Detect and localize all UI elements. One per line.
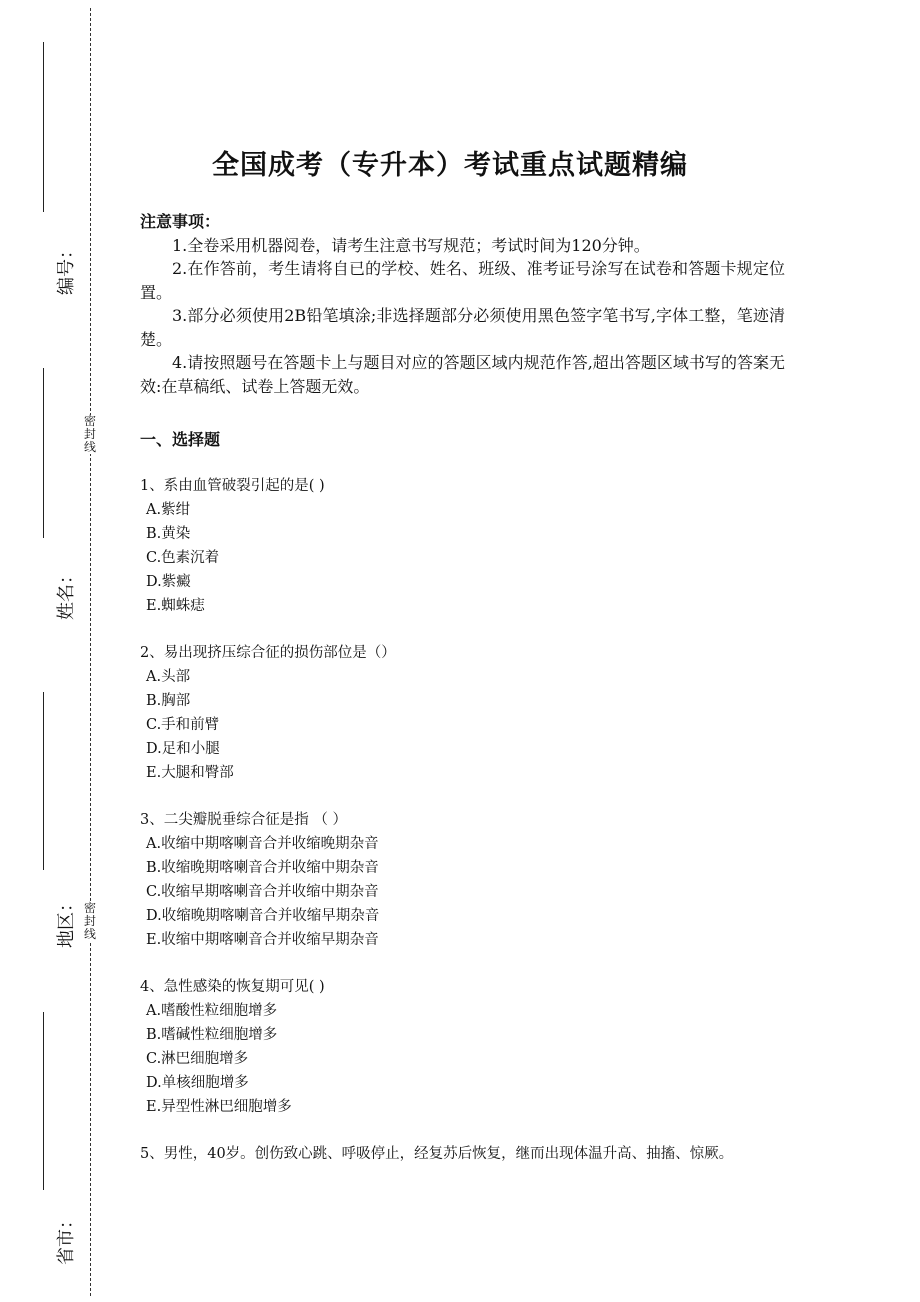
question-2 xyxy=(140,641,790,785)
question-stem: 3、二尖瓣脱垂综合征是指 （ ） xyxy=(140,812,347,828)
id-fill-line xyxy=(43,42,44,212)
seal-dashed-line xyxy=(90,8,91,1296)
notice-item: 1.全卷采用机器阅卷，请考生注意书写规范；考试时间为120分钟。 xyxy=(172,235,650,255)
answer-option: E.蜘蛛痣 xyxy=(146,598,205,614)
question-4 xyxy=(140,975,790,1119)
answer-option: A.收缩中期喀喇音合并收缩晚期杂音 xyxy=(146,836,379,852)
seal-char: 线 xyxy=(83,440,96,454)
seal-label-lower xyxy=(82,902,98,941)
seal-char: 封 xyxy=(83,427,96,441)
notice-block xyxy=(140,210,785,398)
region-fill-line xyxy=(43,692,44,870)
question-stem: 2、易出现挤压综合征的损伤部位是（） xyxy=(140,645,396,661)
notice-item: 3.部分必须使用2B铅笔填涂;非选择题部分必须使用黑色签字笔书写,字体工整，笔迹清楚。 xyxy=(140,306,785,349)
section-title: 一、选择题 xyxy=(140,430,221,449)
seal-char: 线 xyxy=(83,927,96,941)
answer-option: B.嗜碱性粒细胞增多 xyxy=(146,1027,278,1043)
answer-option: B.收缩晚期喀喇音合并收缩中期杂音 xyxy=(146,860,379,876)
question-stem: 1、系由血管破裂引起的是( ) xyxy=(140,478,325,494)
notice-heading: 注意事项： xyxy=(140,212,221,231)
answer-option: E.异型性淋巴细胞增多 xyxy=(146,1099,292,1115)
answer-option: A.紫绀 xyxy=(146,502,191,518)
answer-option: C.淋巴细胞增多 xyxy=(146,1051,249,1067)
name-fill-line xyxy=(43,368,44,538)
seal-char: 封 xyxy=(83,914,96,928)
province-label: 省市： xyxy=(56,1211,77,1265)
answer-option: B.黄染 xyxy=(146,526,191,542)
answer-option: C.手和前臂 xyxy=(146,717,220,733)
answer-option: D.足和小腿 xyxy=(146,741,220,757)
seal-char: 密 xyxy=(83,901,96,915)
name-label: 姓名： xyxy=(56,566,77,620)
question-list xyxy=(140,474,790,1189)
notice-item: 2.在作答前，考生请将自已的学校、姓名、班级、准考证号涂写在试卷和答题卡规定位置。 xyxy=(140,259,785,302)
answer-option: D.单核细胞增多 xyxy=(146,1075,249,1091)
seal-label-upper xyxy=(82,415,98,454)
page-title: 全国成考（专升本）考试重点试题精编 xyxy=(212,150,688,181)
region-label: 地区： xyxy=(56,894,77,948)
id-label: 编号： xyxy=(56,241,77,295)
answer-option: E.大腿和臀部 xyxy=(146,765,234,781)
answer-option: A.头部 xyxy=(146,669,191,685)
seal-char: 密 xyxy=(83,414,96,428)
answer-option: B.胸部 xyxy=(146,693,191,709)
answer-option: D.收缩晚期喀喇音合并收缩早期杂音 xyxy=(146,908,380,924)
question-1 xyxy=(140,474,790,618)
province-fill-line xyxy=(43,1012,44,1190)
answer-option: D.紫癜 xyxy=(146,574,191,590)
answer-option: A.嗜酸性粒细胞增多 xyxy=(146,1003,278,1019)
answer-option: E.收缩中期喀喇音合并收缩早期杂音 xyxy=(146,932,379,948)
question-5 xyxy=(140,1142,790,1166)
answer-option: C.收缩早期喀喇音合并收缩中期杂音 xyxy=(146,884,379,900)
question-stem: 5、男性，40岁。创伤致心跳、呼吸停止，经复苏后恢复，继而出现体温升高、抽搐、惊厥。 xyxy=(140,1146,734,1162)
question-3 xyxy=(140,808,790,952)
answer-option: C.色素沉着 xyxy=(146,550,220,566)
notice-item: 4.请按照题号在答题卡上与题目对应的答题区域内规范作答,超出答题区域书写的答案无效:在草稿纸、试卷上答题无效。 xyxy=(140,353,785,396)
question-stem: 4、急性感染的恢复期可见( ) xyxy=(140,979,325,995)
